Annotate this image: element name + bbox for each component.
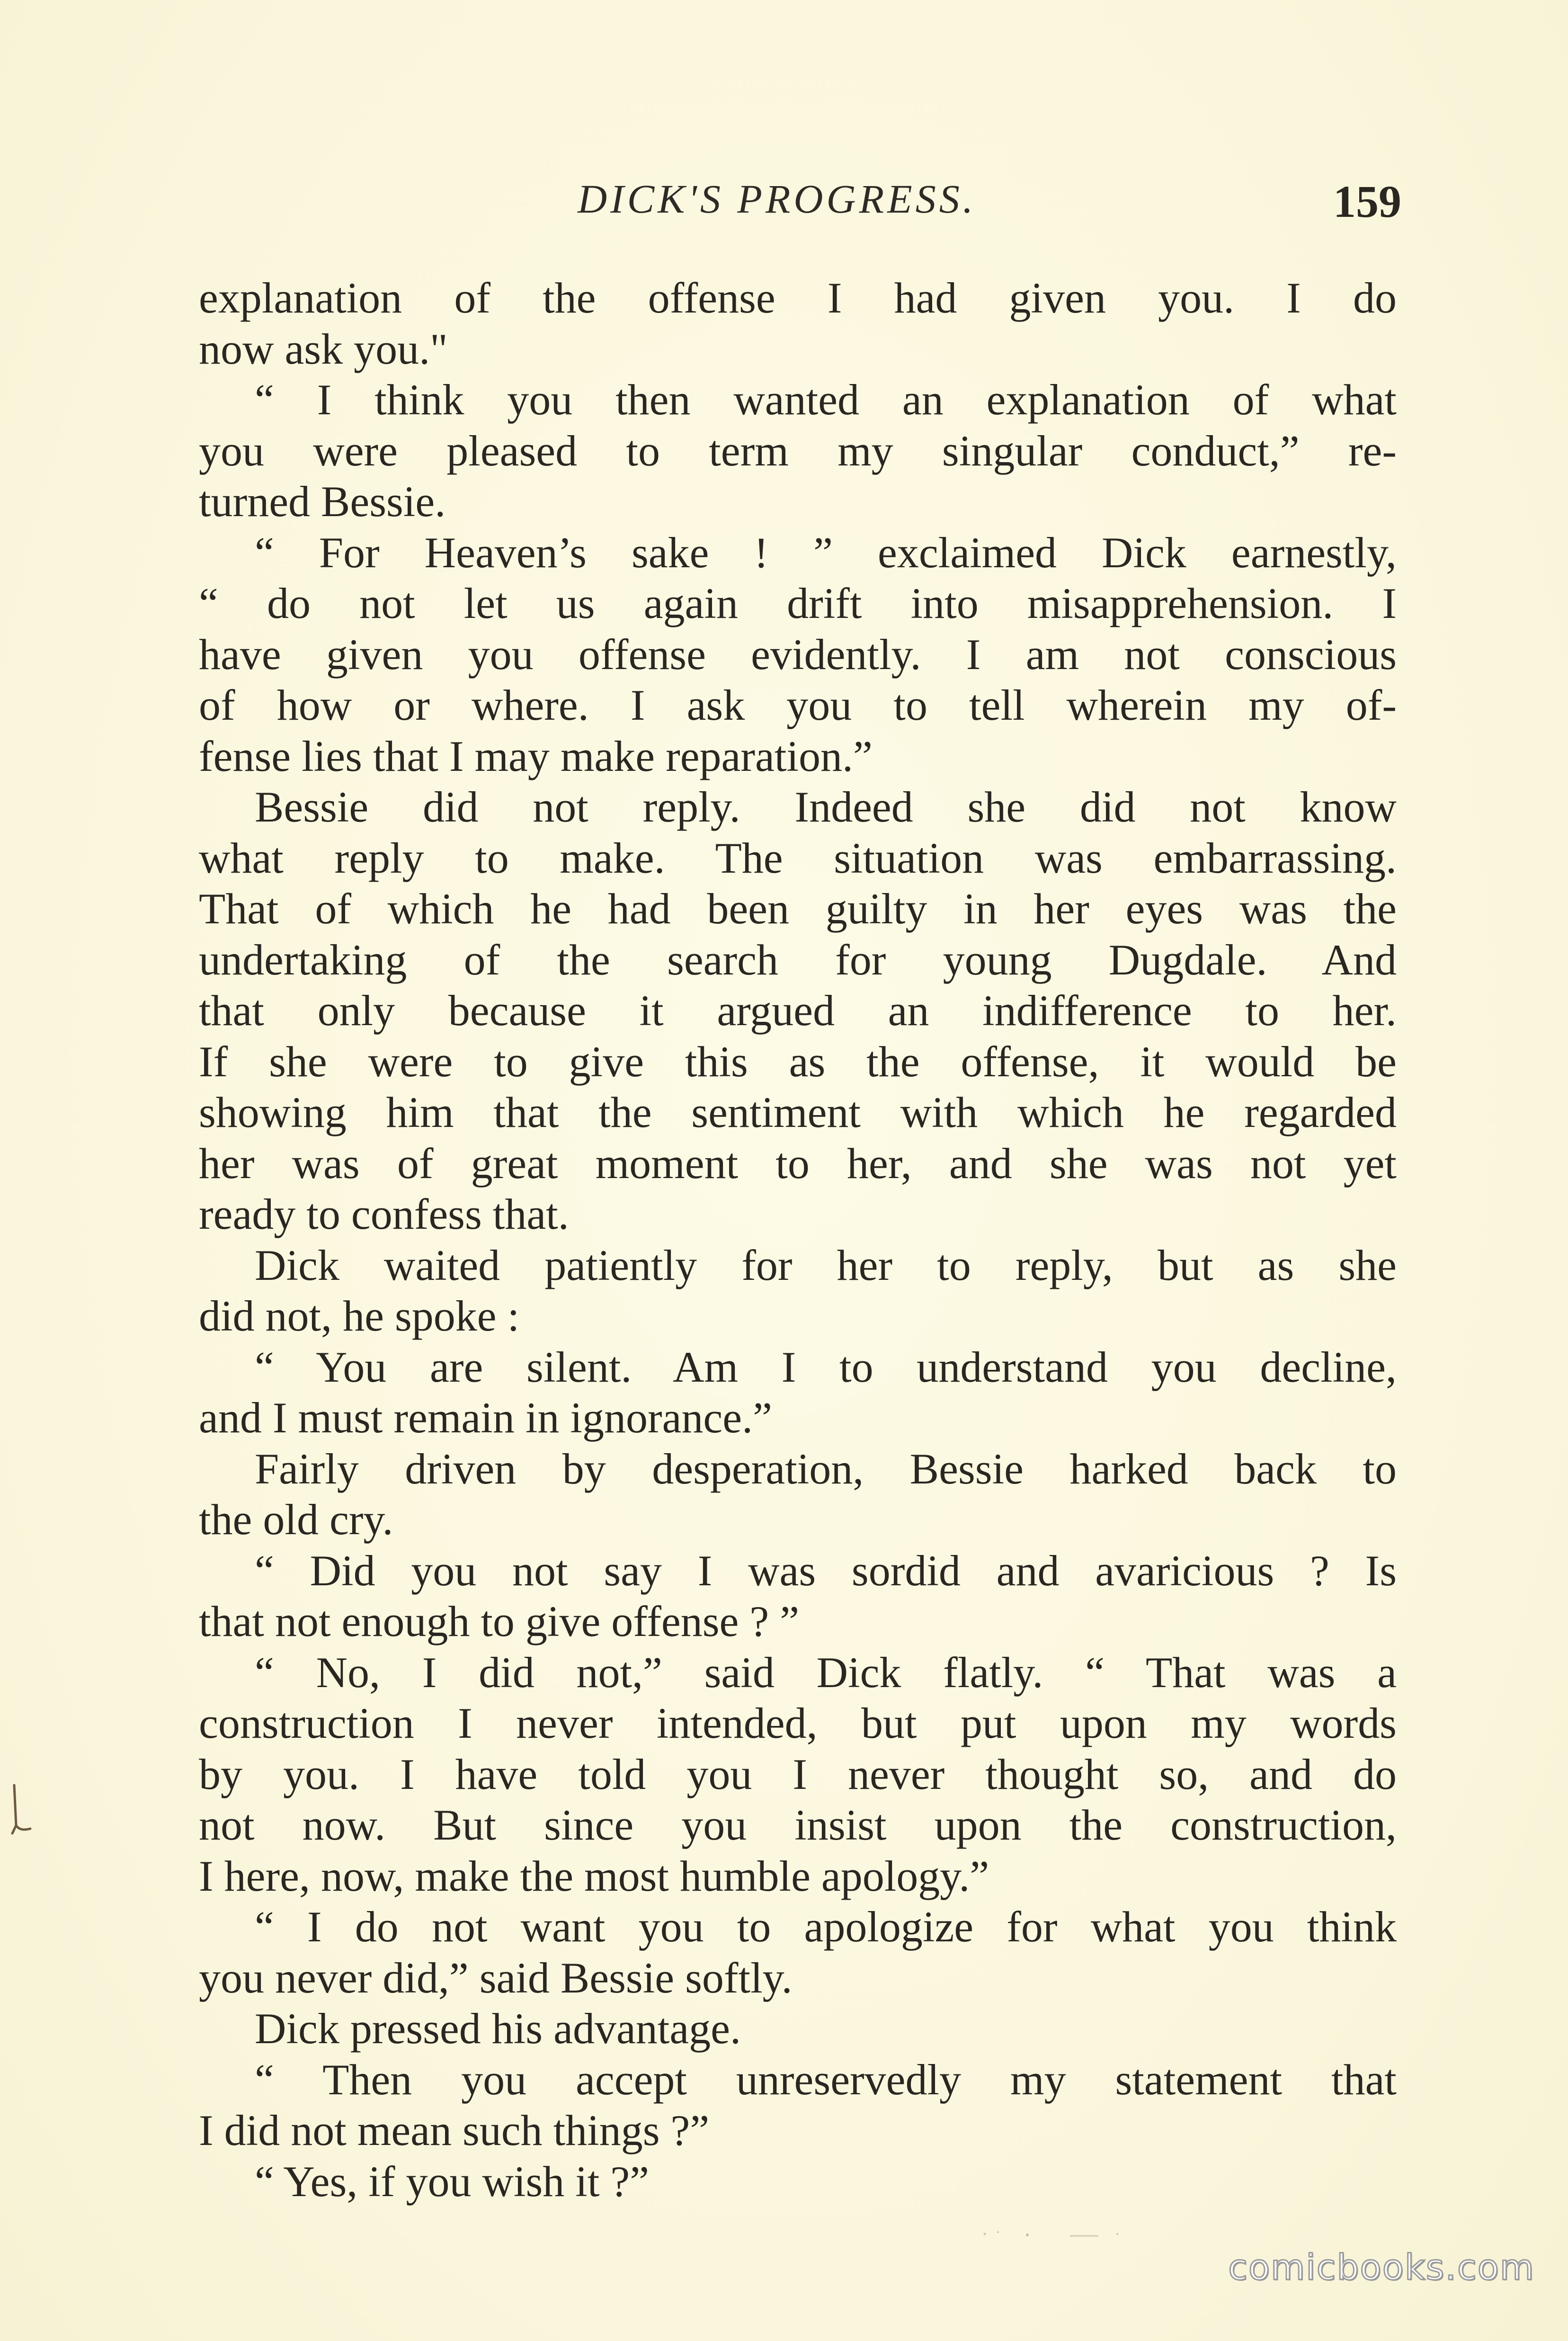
- text-line: construction I never intended, but put upon my words: [199, 1699, 1397, 1747]
- paragraph: [199, 782, 1397, 1240]
- text-line: fense lies that I may make reparation.”: [199, 732, 873, 780]
- page-number: 159: [1333, 176, 1401, 227]
- text-line: “ Then you accept unreservedly my statement that: [255, 2055, 1397, 2104]
- paragraph: [199, 1902, 1397, 2003]
- text-line: “ do not let us again drift into misapprehension. I: [199, 579, 1397, 627]
- text-line: ready to confess that.: [199, 1190, 569, 1238]
- paragraph: [199, 1546, 1397, 1647]
- text-line: I did not mean such things ?”: [199, 2106, 710, 2154]
- paragraph: [199, 1342, 1397, 1444]
- text-line: “ I think you then wanted an explanation of what: [255, 375, 1397, 424]
- text-line: turned Bessie.: [199, 477, 446, 526]
- text-line: the old cry.: [199, 1495, 393, 1544]
- body-text: [199, 273, 1397, 2207]
- text-line: you were pleased to term my singular conduct,” re-: [199, 426, 1397, 475]
- text-line: by you. I have told you I never thought so, and do: [199, 1750, 1397, 1798]
- text-line: Dick pressed his advantage.: [255, 2004, 741, 2053]
- running-head: DICK'S PROGRESS.: [578, 176, 977, 222]
- text-line: showing him that the sentiment with which he regarded: [199, 1088, 1397, 1136]
- paragraph: [199, 1647, 1397, 1902]
- text-line: Bessie did not reply. Indeed she did not know: [255, 783, 1397, 831]
- paragraph: [199, 2055, 1397, 2156]
- text-line: Fairly driven by desperation, Bessie harked back to: [255, 1444, 1397, 1493]
- text-line: her was of great moment to her, and she was not yet: [199, 1139, 1397, 1188]
- text-line: “ Yes, if you wish it ?”: [255, 2157, 650, 2206]
- text-line: I here, now, make the most humble apology.”: [199, 1851, 989, 1900]
- text-line: that only because it argued an indifference to her.: [199, 986, 1397, 1035]
- text-line: did not, he spoke :: [199, 1292, 520, 1340]
- paper-specks: [975, 2225, 1146, 2244]
- margin-pencil-mark: [4, 1780, 32, 1842]
- text-line: “ No, I did not,” said Dick flatly. “ That was a: [255, 1648, 1397, 1697]
- text-line: Dick waited patiently for her to reply, but as she: [255, 1241, 1397, 1289]
- text-line: what reply to make. The situation was embarrassing.: [199, 833, 1397, 882]
- page-header: [199, 175, 1401, 232]
- text-line: and I must remain in ignorance.”: [199, 1394, 772, 1442]
- text-line: not now. But since you insist upon the construction,: [199, 1801, 1397, 1849]
- paragraph: [199, 273, 1397, 375]
- text-line: have given you offense evidently. I am not conscious: [199, 630, 1397, 679]
- text-line: If she were to give this as the offense, it would be: [199, 1037, 1397, 1086]
- paragraph: [199, 2156, 1397, 2207]
- text-line: undertaking of the search for young Dugdale. And: [199, 935, 1397, 984]
- text-line: explanation of the offense I had given you. I do: [199, 274, 1397, 322]
- text-line: you never did,” said Bessie softly.: [199, 1953, 793, 2002]
- paragraph: [199, 375, 1397, 527]
- text-line: “ I do not want you to apologize for what you think: [255, 1903, 1397, 1951]
- paragraph: [199, 1444, 1397, 1546]
- text-line: “ You are silent. Am I to understand you decline,: [255, 1342, 1397, 1391]
- text-line: of how or where. I ask you to tell wherein my of-: [199, 681, 1397, 729]
- text-line: “ For Heaven’s sake ! ” exclaimed Dick earnestly,: [255, 528, 1397, 577]
- text-line: “ Did you not say I was sordid and avaricious ? Is: [255, 1546, 1397, 1595]
- watermark: comicbooks.com: [1228, 2247, 1535, 2288]
- text-line: that not enough to give offense ? ”: [199, 1597, 800, 1645]
- paragraph: [199, 1240, 1397, 1342]
- paragraph: [199, 2003, 1397, 2055]
- paragraph: [199, 527, 1397, 782]
- text-line: That of which he had been guilty in her eyes was the: [199, 885, 1397, 933]
- text-line: now ask you.": [199, 324, 448, 373]
